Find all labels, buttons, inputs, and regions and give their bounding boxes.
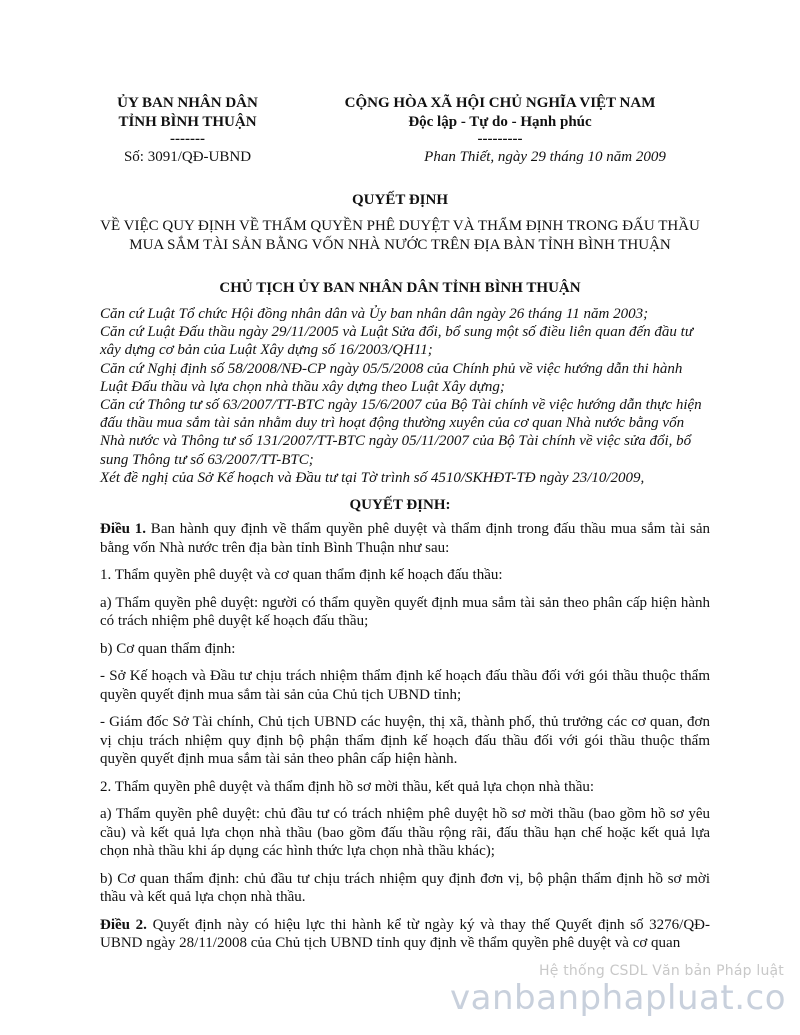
legal-basis-item: Xét đề nghị của Sở Kế hoạch và Đầu tư tại Tờ trình số 4510/SKHĐT-TĐ ngày 23/10/2009, — [100, 469, 645, 486]
body-paragraph: a) Thẩm quyền phê duyệt: chủ đầu tư có trách nhiệm phê duyệt hồ sơ mời thầu (bao gồm hồ sơ yêu cầu) và kết quả lựa chọn nhà thầu (bao gồm đấu thầu rộng rãi, đấu thầu hạn chế hoặc kết quả lựa chọn nhà thầu khi áp dụng các hình thức lựa chọn nhà thầu khác); — [100, 806, 710, 859]
article-1 — [100, 520, 710, 557]
country-name: CỘNG HÒA XÃ HỘI CHỦ NGHĨA VIỆT NAM — [344, 95, 656, 111]
body-paragraph: a) Thẩm quyền phê duyệt: người có thẩm quyền quyết định mua sắm tài sản theo phân cấp hiện hành có trách nhiệm phê duyệt kế hoạch đấu thầu; — [100, 594, 710, 629]
authority-line-1: ỦY BAN NHÂN DÂN — [117, 95, 258, 111]
body-paragraph: - Giám đốc Sở Tài chính, Chủ tịch UBND các huyện, thị xã, thành phố, thủ trưởng các cơ quan, đơn vị chịu trách nhiệm quy định bộ phận thẩm định kế hoạch đấu thầu đối với gói thầu thuộc thẩm quyền quyết định mua sắm tài sản theo phân cấp hiện hành. — [100, 714, 710, 767]
watermark-site: vanbanphapluat.co — [450, 978, 786, 1018]
issuing-authority — [100, 94, 275, 146]
document-number: Số: 3091/QĐ-UBND — [123, 149, 252, 165]
authority-separator: ------- — [170, 131, 205, 147]
article-2-label: Điều 2. — [100, 916, 147, 933]
body-paragraph: 2. Thẩm quyền phê duyệt và thẩm định hồ sơ mời thầu, kết quả lựa chọn nhà thầu: — [100, 778, 595, 795]
article-2-text: Quyết định này có hiệu lực thi hành kể từ ngày ký và thay thế Quyết định số 3276/QĐ-UBND ngày 28/11/2008 của Chủ tịch UBND tỉnh quy định về thẩm quyền phê duyệt và cơ quan — [100, 916, 710, 951]
body-paragraph: - Sở Kế hoạch và Đầu tư chịu trách nhiệm thẩm định kế hoạch đấu thầu đối với gói thầu thuộc thẩm quyền quyết định mua sắm tài sản của Chủ tịch UBND tỉnh; — [100, 668, 710, 703]
decision-heading: QUYẾT ĐỊNH: — [349, 497, 451, 513]
article-1-text: Ban hành quy định về thẩm quyền phê duyệt và thẩm định trong đấu thầu mua sắm tài sản bằng vốn Nhà nước trên địa bàn tỉnh Bình Thuận như sau: — [100, 521, 711, 556]
watermark-caption: Hệ thống CSDL Văn bản Pháp luật — [539, 963, 784, 979]
body-paragraph: b) Cơ quan thẩm định: — [100, 640, 236, 657]
place-date: Phan Thiết, ngày 29 tháng 10 năm 2009 — [424, 149, 666, 165]
legal-basis-item: Căn cứ Luật Đấu thầu ngày 29/11/2005 và Luật Sửa đổi, bổ sung một số điều liên quan đến đầu tư xây dựng cơ bản của Luật Xây dựng số 16/2003/QH11; — [100, 324, 693, 359]
issuer-title: CHỦ TỊCH ỦY BAN NHÂN DÂN TỈNH BÌNH THUẬN — [219, 280, 581, 296]
legal-basis-item: Căn cứ Thông tư số 63/2007/TT-BTC ngày 15/6/2007 của Bộ Tài chính về việc hướng dẫn thực hiện đấu thầu mua sắm tài sản nhằm duy trì hoạt động thường xuyên của cơ quan Nhà nước bằng vốn Nhà nước và Thông tư số 131/2007/TT-BTC ngày 05/11/2007 của Bộ Tài chính về việc sửa đổi, bổ sung Thông tư số 63/2007/TT-BTC; — [100, 397, 702, 468]
body-paragraph: 1. Thẩm quyền phê duyệt và cơ quan thẩm định kế hoạch đấu thầu: — [100, 567, 503, 583]
legal-basis-item: Căn cứ Luật Tổ chức Hội đồng nhân dân và Ủy ban nhân dân ngày 26 tháng 11 năm 2003; — [100, 306, 649, 322]
motto-separator: --------- — [477, 131, 523, 147]
body-paragraph: b) Cơ quan thẩm định: chủ đầu tư chịu trách nhiệm quy định đơn vị, bộ phận thẩm định hồ sơ mời thầu và kết quả lựa chọn nhà thầu. — [100, 870, 710, 905]
legal-basis — [100, 305, 710, 487]
document-title: QUYẾT ĐỊNH — [352, 192, 448, 208]
authority-line-2: TỈNH BÌNH THUẬN — [118, 114, 257, 130]
legal-basis-item: Căn cứ Nghị định số 58/2008/NĐ-CP ngày 05/5/2008 của Chính phủ về việc hướng dẫn thi hành Luật Đấu thầu và lựa chọn nhà thầu xây dựng theo Luật Xây dựng; — [100, 360, 683, 395]
document-subject: VỀ VIỆC QUY ĐỊNH VỀ THẨM QUYỀN PHÊ DUYỆT VÀ THẨM ĐỊNH TRONG ĐẤU THẦU MUA SẮM TÀI SẢN BẰNG VỐN NHÀ NƯỚC TRÊN ĐỊA BÀN TỈNH BÌNH THUẬN — [100, 218, 700, 253]
decision-body — [100, 520, 710, 962]
national-header — [300, 94, 700, 146]
article-2 — [100, 916, 710, 953]
national-motto: Độc lập - Tự do - Hạnh phúc — [408, 114, 592, 130]
article-1-label: Điều 1. — [100, 521, 147, 537]
